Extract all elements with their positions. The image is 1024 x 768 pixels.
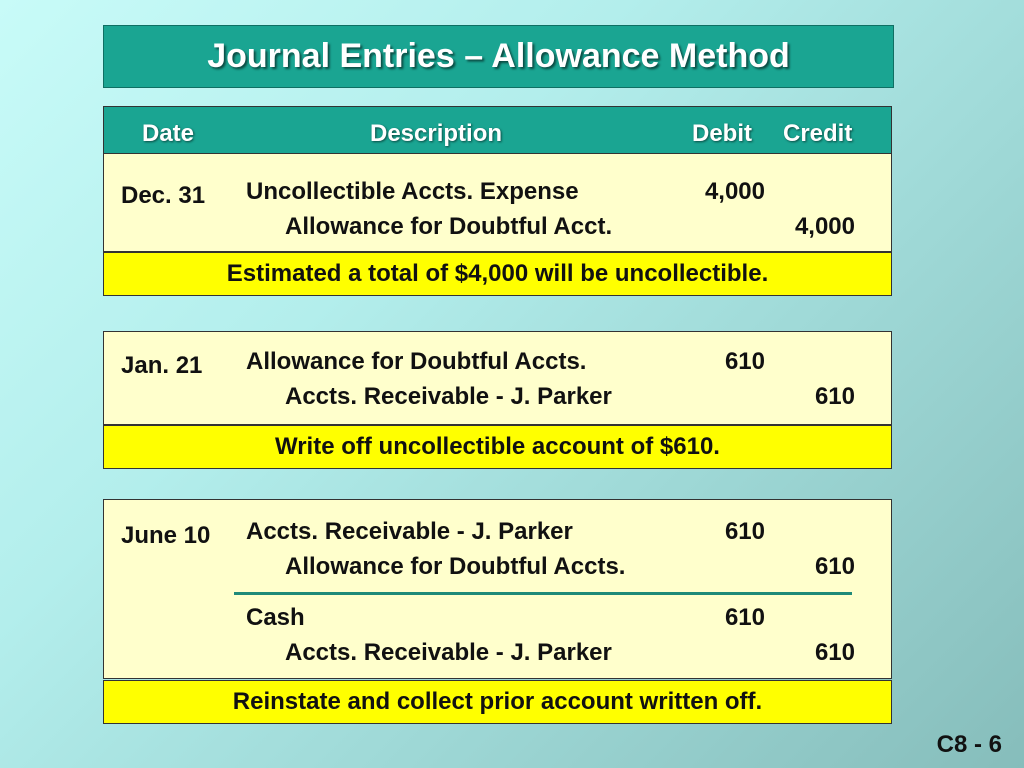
slide-title: Journal Entries – Allowance Method: [207, 37, 790, 75]
entry-divider: [234, 592, 852, 595]
slide-number: C8 - 6: [936, 731, 1002, 758]
slide-title-bar: [103, 25, 894, 88]
debit-amount: 4,000: [704, 178, 765, 205]
entry-date: Jan. 21: [121, 352, 203, 379]
credit-account: Accts. Receivable - J. Parker: [285, 639, 612, 666]
credit-amount: 610: [814, 383, 855, 410]
debit-amount: 610: [724, 518, 765, 545]
credit-amount: 610: [814, 553, 855, 580]
debit-account: Accts. Receivable - J. Parker: [246, 518, 573, 545]
credit-amount: 4,000: [794, 213, 855, 240]
entry-1-note: [103, 252, 892, 296]
entry-3-note: [103, 680, 892, 724]
debit-account: Allowance for Doubtful Accts.: [246, 348, 587, 375]
entry-date: Dec. 31: [121, 182, 206, 209]
debit-account: Uncollectible Accts. Expense: [246, 178, 579, 205]
debit-account: Cash: [246, 604, 305, 631]
header-debit: Debit: [692, 120, 752, 147]
header-credit: Credit: [783, 120, 853, 147]
column-header-row: [104, 107, 891, 154]
credit-account: Allowance for Doubtful Acct.: [285, 213, 613, 240]
entry-2-note: [103, 425, 892, 469]
journal-entry-2: [103, 331, 892, 425]
journal-entry-3: [103, 499, 892, 679]
credit-account: Allowance for Doubtful Accts.: [285, 553, 626, 580]
note-text: Estimated a total of $4,000 will be uncollectible.: [226, 260, 769, 287]
credit-account: Accts. Receivable - J. Parker: [285, 383, 612, 410]
entry-date: June 10: [121, 522, 211, 549]
note-text: Reinstate and collect prior account written off.: [232, 688, 763, 715]
note-text: Write off uncollectible account of $610.: [275, 433, 720, 460]
journal-entry-1: [103, 106, 892, 252]
header-date: Date: [142, 120, 195, 147]
header-description: Description: [370, 120, 503, 147]
debit-amount: 610: [724, 604, 765, 631]
credit-amount: 610: [814, 639, 855, 666]
debit-amount: 610: [724, 348, 765, 375]
